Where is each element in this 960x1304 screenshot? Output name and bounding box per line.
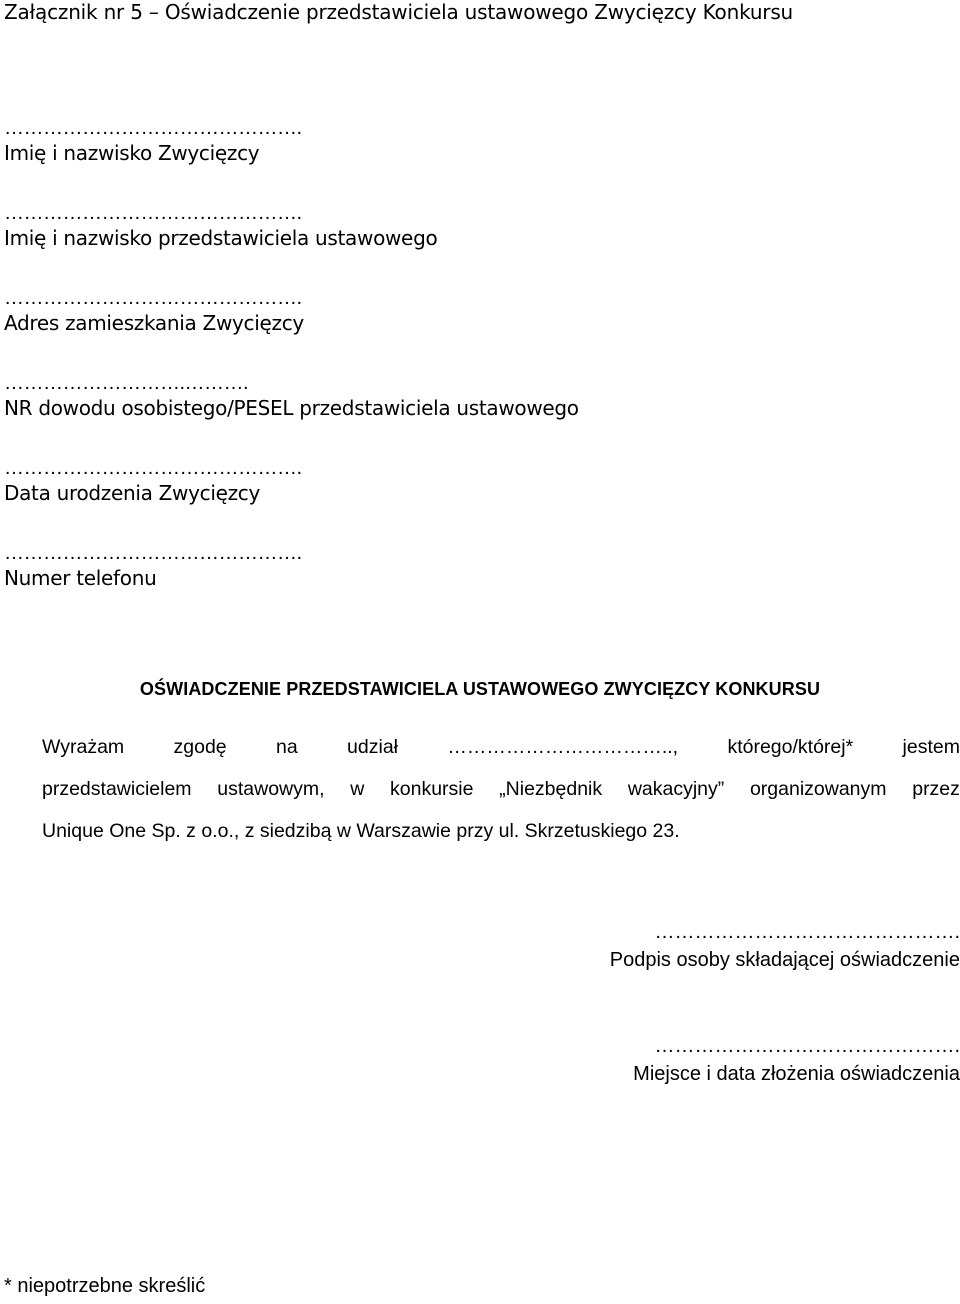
phone-number-label: Numer telefonu <box>4 566 157 590</box>
winner-birthdate-line[interactable]: ………………………………………. <box>4 457 302 479</box>
signature-label: Podpis osoby składającej oświadczenie <box>609 949 960 971</box>
winner-name-line[interactable]: ………………………………………. <box>4 117 302 139</box>
winner-name-label: Imię i nazwisko Zwycięzcy <box>4 141 260 165</box>
winner-address-line[interactable]: ………………………………………. <box>4 287 302 309</box>
statement-word: w <box>350 778 365 800</box>
statement-word: przedstawicielem <box>42 778 192 800</box>
id-pesel-label: NR dowodu osobistego/PESEL przedstawiciela ustawowego <box>4 396 579 420</box>
participant-name-blank[interactable]: …………………………….., <box>447 736 679 758</box>
statement-word: „Niezbędnik <box>499 778 603 800</box>
place-date-label: Miejsce i data złożenia oświadczenia <box>633 1063 960 1085</box>
statement-line-1 <box>42 738 960 758</box>
winner-address-label: Adres zamieszkania Zwycięzcy <box>4 311 304 335</box>
statement-heading: OŚWIADCZENIE PRZEDSTAWICIELA USTAWOWEGO ZWYCIĘZCY KONKURSU <box>139 679 821 699</box>
representative-name-label: Imię i nazwisko przedstawiciela ustawowego <box>4 226 438 250</box>
statement-word: ustawowym, <box>217 778 325 800</box>
statement-line-2 <box>42 780 960 800</box>
statement-word: przez <box>912 778 960 800</box>
statement-word: Wyrażam <box>42 736 125 758</box>
footnote: * niepotrzebne skreślić <box>4 1275 206 1297</box>
statement-word: organizowanym <box>749 778 887 800</box>
statement-line-3: Unique One Sp. z o.o., z siedzibą w Warszawie przy ul. Skrzetuskiego 23. <box>42 820 680 842</box>
statement-word: konkursie <box>390 778 474 800</box>
signature-line[interactable]: ………………………………………. <box>654 921 960 943</box>
statement-word: zgodę <box>173 736 227 758</box>
statement-word: którego/której* <box>727 736 854 758</box>
phone-number-line[interactable]: ………………………………………. <box>4 542 302 564</box>
statement-word: wakacyjny” <box>627 778 725 800</box>
representative-name-line[interactable]: ………………………………………. <box>4 202 302 224</box>
document-title: Załącznik nr 5 – Oświadczenie przedstawiciela ustawowego Zwycięzcy Konkursu <box>4 0 794 24</box>
id-pesel-line[interactable]: ……………………….………. <box>4 372 249 394</box>
place-date-line[interactable]: ………………………………………. <box>654 1035 960 1057</box>
statement-word: na <box>276 736 298 758</box>
winner-birthdate-label: Data urodzenia Zwycięzcy <box>4 481 261 505</box>
statement-word: udział <box>347 736 398 758</box>
statement-word: jestem <box>902 736 960 758</box>
